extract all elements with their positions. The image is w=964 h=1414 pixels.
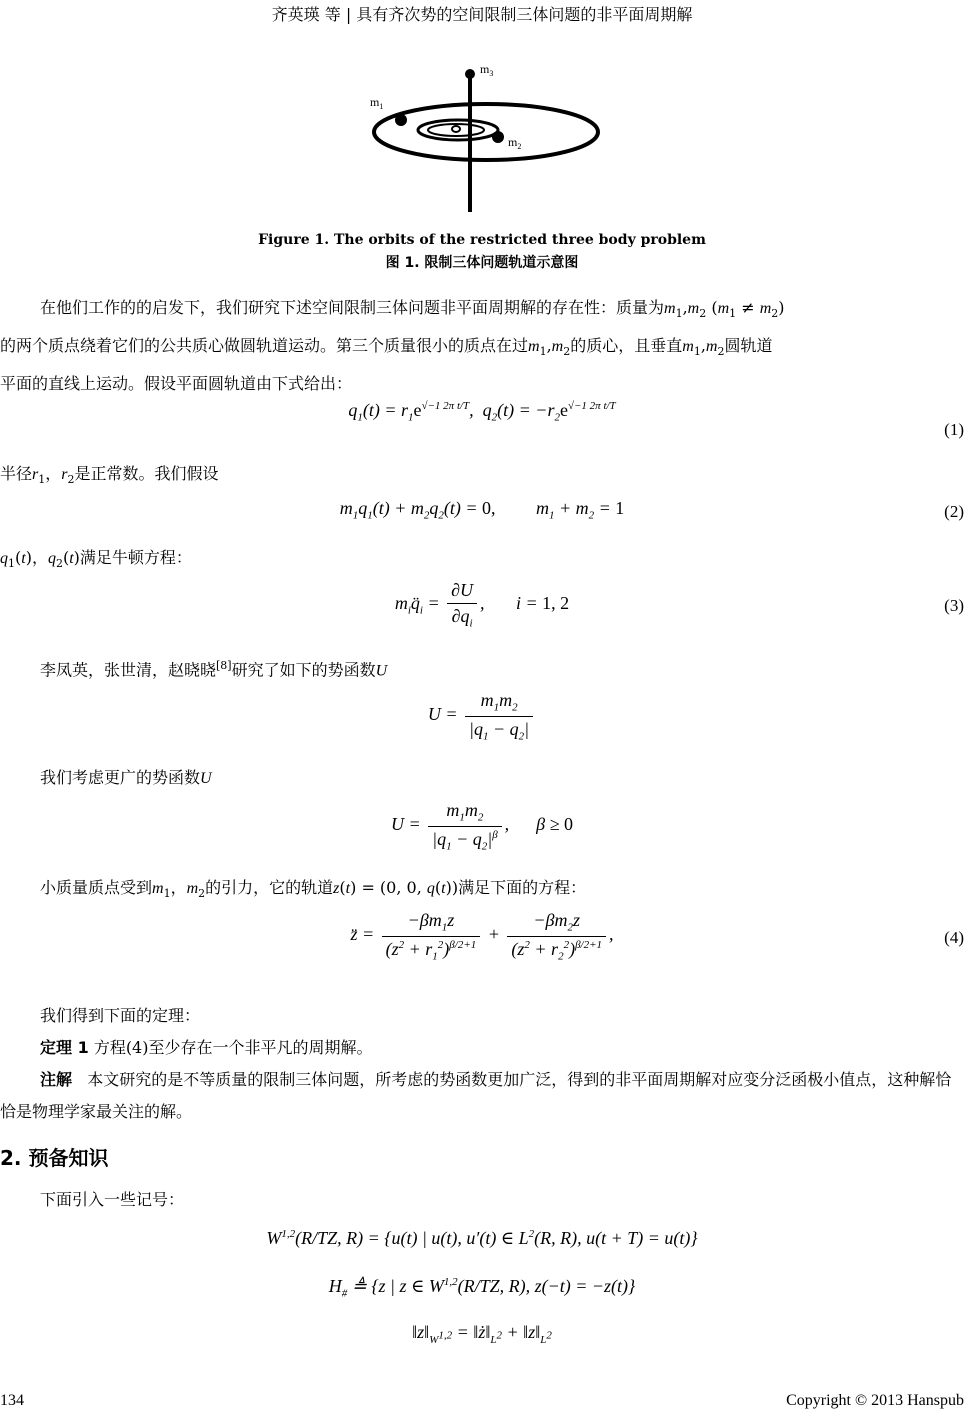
- paragraph-7: 我们得到下面的定理：: [40, 1006, 201, 1025]
- equation-2: $m_1q_1(t) + m_2q_2(t) = 0$, $m_1 + m_2 = 1$: [339, 498, 625, 522]
- section-title: 2. 预备知识: [0, 1146, 109, 1170]
- equation-3: $m_iq̈_i$ = $\frac{\partial U}{\partial q_i}$ , i = 1, 2: [394, 580, 570, 630]
- figure-caption-zh: 图 1. 限制三体问题轨道示意图: [385, 255, 579, 271]
- eq-number-1: (1): [944, 420, 964, 439]
- note: 注解 本文研究的是不等质量的限制三体问题，所考虑的势函数更加广泛，得到的非平面周期解对应变分泛函极小值点，这种解恰恰是物理学家最关注的解。: [0, 1070, 952, 1121]
- m2-label: $m_2$: [508, 135, 522, 151]
- equation-1: $q_1(t) = r_1e^{√-1 2\pi t/T}$, $q_2(t) = -r_2e^{√-1 2\pi t/T}$: [348, 400, 616, 424]
- m1-body: [395, 114, 407, 126]
- orbit-figure: [368, 50, 600, 220]
- definition-h-sharp: $H_{\#}$ ≜ {z | z ∈ W$^{1,2}$(R/TZ, R), z(−t) = −z(t)}: [328, 1276, 636, 1300]
- eq-number-3: (3): [944, 596, 964, 615]
- m2-body: [492, 131, 504, 143]
- equation-generalized-potential: U = $\frac{m_1m_2}{|q_1 - q_2|^\beta}$ , β ≥ 0: [390, 800, 574, 853]
- paragraph-3: $q_1(t)$，$q_2(t)$满足牛顿方程：: [0, 548, 192, 571]
- copyright: Copyright © 2013 Hanspub: [786, 1392, 964, 1409]
- paragraph-6: 小质量质点受到$m_1$，$m_2$的引力，它的轨道z(t) = (0, 0, q(t))满足下面的方程：: [40, 878, 587, 901]
- paragraph-2: 半径$r_1$，$r_2$是正常数。我们假设: [0, 464, 219, 487]
- paragraph-8: 下面引入一些记号：: [40, 1190, 185, 1209]
- inner-orbit: [418, 120, 498, 140]
- page-number: 134: [0, 1392, 24, 1409]
- figure-caption-en: Figure 1. The orbits of the restricted three body problem: [258, 232, 706, 248]
- equation-potential: U = $\frac{m_1m_2}{|q_1 - q_2|}$: [0, 690, 964, 742]
- paragraph-1: 在他们工作的的启发下，我们研究下述空间限制三体问题非平面周期解的存在性：质量为$m_1,m_2$ $(m_1 \ne m_2)$ 的两个质点绕着它们的公共质心做圆轨道运动。第三个质量很小的质点在过$m_1,m_2$的质心，且垂直$m_1,m_2$圆轨道 平面的直线上运动。假设平面圆轨道由下式给出：: [0, 298, 785, 394]
- theorem-1: 定理 1 方程(4)至少存在一个非平凡的周期解。: [40, 1038, 373, 1057]
- eq-number-2: (2): [944, 502, 964, 521]
- m1-label: $m_1$: [370, 95, 384, 111]
- running-header: 齐英瑛 等 | 具有齐次势的空间限制三体问题的非平面周期解: [271, 5, 693, 24]
- paragraph-4: 李凤英，张世清，赵晓晓[8]研究了如下的势函数U: [40, 659, 388, 680]
- paragraph-5: 我们考虑更广的势函数U: [40, 768, 212, 787]
- m3-body: [465, 69, 475, 79]
- m3-label: $m_3$: [480, 62, 494, 78]
- origin-marker: [452, 126, 460, 132]
- outer-orbit: [374, 104, 598, 160]
- definition-w12: W$^{1,2}$(R/TZ, R) = {u(t) | u(t), u′(t) ∈ $L^2(R$, R), u(t + T) = u(t)}: [266, 1228, 698, 1248]
- definition-norm: $‖z‖_{W^{1,2}}$ = $‖ż‖_{L^2}$ + $‖z‖_{L^2}$: [412, 1322, 552, 1346]
- equation-4: z̈ = $\frac{-\beta m_1z}{(z^2 + r_1^2)^{\beta/2+1}}$ + $\frac{-\beta m_2z}{(z^2 + r_2^2)^{\beta/2+1}}$ ,: [350, 910, 614, 963]
- eq-number-4: (4): [944, 928, 964, 947]
